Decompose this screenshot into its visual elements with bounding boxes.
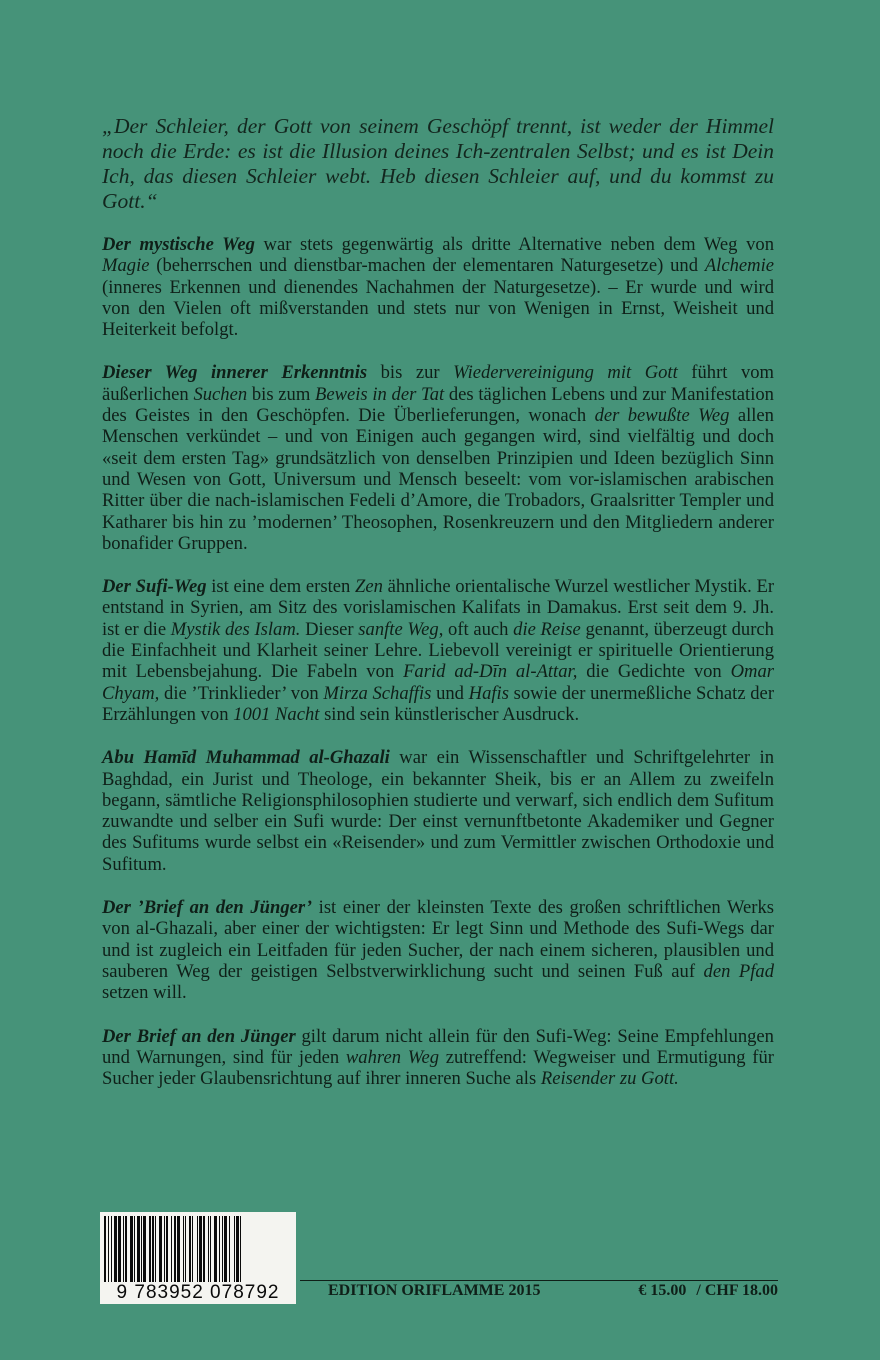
text-run: setzen will. (102, 982, 187, 1004)
emphasis: 1001 Nacht (233, 703, 320, 725)
price-block (638, 1282, 778, 1300)
emphasis: Hafis (468, 682, 509, 704)
edition-label: EDITION ORIFLAMME 2015 (328, 1282, 541, 1299)
emphasis: Beweis in der Tat (315, 383, 445, 405)
price-eur: € 15.00 (638, 1282, 687, 1299)
emphasis: Magie (102, 255, 150, 277)
lead-phrase: Dieser Weg innerer Erkenntnis (102, 362, 368, 384)
lead-phrase: Der ’Brief an den Jünger’ (102, 897, 313, 919)
text-run: und (431, 682, 469, 704)
back-cover-text (102, 114, 774, 1111)
paragraph-inner-knowledge (102, 362, 774, 554)
text-run: allen Menschen verkündet – und von Einigen auch gegangen wird, sind vielfältig und doch «seit dem ersten Tag» grundsätzlich von denselben Prinzipien und Ideen bezüglich Sinn und Wesen von Gott, Universum und Mensch beseelt: vom vor-islamischen arabischen Ritter über die nach-islamischen Fedeli d’Amore, die Trobadors, Graalsritter Templer und Katharer bis hin zu ’modernen’ Theosophen, Rosenkreuzern und den Mitgliedern anderer bonafider Gruppen. (102, 405, 774, 554)
emphasis: wahren Weg (345, 1046, 440, 1068)
emphasis: sanfte Weg (358, 618, 439, 640)
emphasis: Omar Chyam, (102, 661, 774, 704)
text-run: war stets gegenwärtig als dritte Alternative neben dem Weg von (254, 234, 774, 255)
emphasis: Reisender zu Gott. (540, 1068, 679, 1090)
text-run: ähnliche orientalische Wurzel westlicher Mystik. Er entstand in Syrien, am Sitz des vorislamischen Kalifats in Damakus. Erst seit dem 9. Jh. ist er die (102, 576, 775, 640)
text-run: gilt darum nicht allein für den Sufi-Weg: Seine Empfehlungen und Warnungen, sind für jeden (102, 1025, 774, 1068)
text-run: sind sein künstlerischer Ausdruck. (319, 703, 580, 725)
isbn-digits: 9 783952 078792 (116, 1282, 280, 1303)
text-run: bis zur (367, 362, 454, 384)
text-run: bis zum (247, 383, 315, 405)
text-run: des täglichen Lebens und zur Manifestation des Geistes in den Geschöpfen. Die Überlieferungen, wonach (102, 383, 774, 427)
text-run: Dieser (300, 618, 359, 640)
text-run: die ’Trinklieder’ von (159, 682, 324, 704)
text-run: war ein Wissenschaftler und Schriftgelehrter in Baghdad, ein Jurist und Theologe, ein bekannter Sheik, bis er an Allem zu zweifeln begann, sämtliche Religionsphilosophien studierte und verwarf, sich endlich dem Sufitum zuwandte und selber ein Sufi wurde: Der einst vernunftbetonte Akademiker und Gegner des Sufitums wurde selbst ein «Reisender» und zum Vermittler zwischen Orthodoxie und Sufitum. (102, 747, 774, 875)
text-run: (inneres Erkennen und dienendes Nachahmen der Naturgesetze). – Er wurde und wird von den Vielen oft mißverstanden und stets nur von Wenigen in Ernst, Weisheit und Heiterkeit befolgt. (102, 276, 774, 341)
lead-phrase: Der Brief an den Jünger (102, 1025, 296, 1047)
isbn-barcode (100, 1212, 296, 1304)
barcode-bars (104, 1216, 292, 1282)
text-run: führt vom äußerlichen (102, 362, 775, 405)
emphasis: Mystik des Islam. (170, 618, 301, 640)
lead-phrase: Der Sufi-Weg (102, 576, 207, 598)
emphasis: den Pfad (703, 960, 774, 982)
paragraph-sufi-way (102, 576, 774, 725)
emphasis: der bewußte Weg (594, 405, 730, 427)
emphasis: Suchen (193, 383, 248, 405)
barcode-gap (241, 1216, 243, 1282)
emphasis: Mirza Schaffis (323, 682, 432, 704)
paragraph-mystic-way (102, 234, 774, 340)
text-run: ist eine dem ersten (206, 576, 356, 598)
lead-phrase: Abu Hamīd Muhammad al-Ghazali (102, 747, 390, 769)
paragraph-al-ghazali (102, 747, 774, 875)
emphasis: Alchemie (704, 255, 774, 277)
text-run: sowie der unermeßliche Schatz der Erzählungen von (102, 682, 775, 725)
emphasis: Zen (355, 576, 383, 598)
footer-line (300, 1280, 778, 1300)
lead-phrase: Der mystische Weg (102, 234, 255, 255)
text-run: , oft auch (438, 618, 514, 640)
opening-quote: „Der Schleier, der Gott von seinem Geschöpf trennt, ist weder der Himmel noch die Erde: es ist die Illusion deines Ich-zentralen Selbst; und es ist Dein Ich, das diesen Schleier webt. Heb diesen Schleier auf, und du kommst zu Gott.“ (102, 114, 774, 213)
text-run: zutreffend: Wegweiser und Ermutigung für Sucher jeder Glaubensrichtung auf ihrer inneren Suche als (102, 1046, 774, 1090)
price-chf: / CHF 18.00 (696, 1282, 778, 1299)
emphasis: Wiedervereinigung mit Gott (453, 362, 678, 384)
paragraph-letter (102, 897, 774, 1003)
text-run: genannt, überzeugt durch die Einfachheit und Klarheit seiner Lehre. Liebevoll vereinigt er spirituelle Orientierung mit Lebensbejahung. Die Fabeln von (102, 618, 774, 683)
emphasis: Farid ad-Dīn al-Attar, (403, 661, 578, 683)
emphasis: die Reise (513, 618, 581, 640)
text-run: die Gedichte von (577, 661, 731, 683)
text-run: (beherrschen und dienstbar-machen der elementaren Naturgesetze) und (149, 255, 705, 277)
paragraph-letter-closing (102, 1026, 774, 1090)
text-run: ist einer der kleinsten Texte des großen schriftlichen Werks von al-Ghazali, aber einer der wichtigsten: Er legt Sinn und Methode des Sufi-Wegs dar und ist zugleich ein Leitfaden für jeden Sucher, der nach einem sicheren, plausiblen und sauberen Weg der geistigen Selbstverwirklichung sucht und seinen Fuß auf (102, 897, 774, 982)
